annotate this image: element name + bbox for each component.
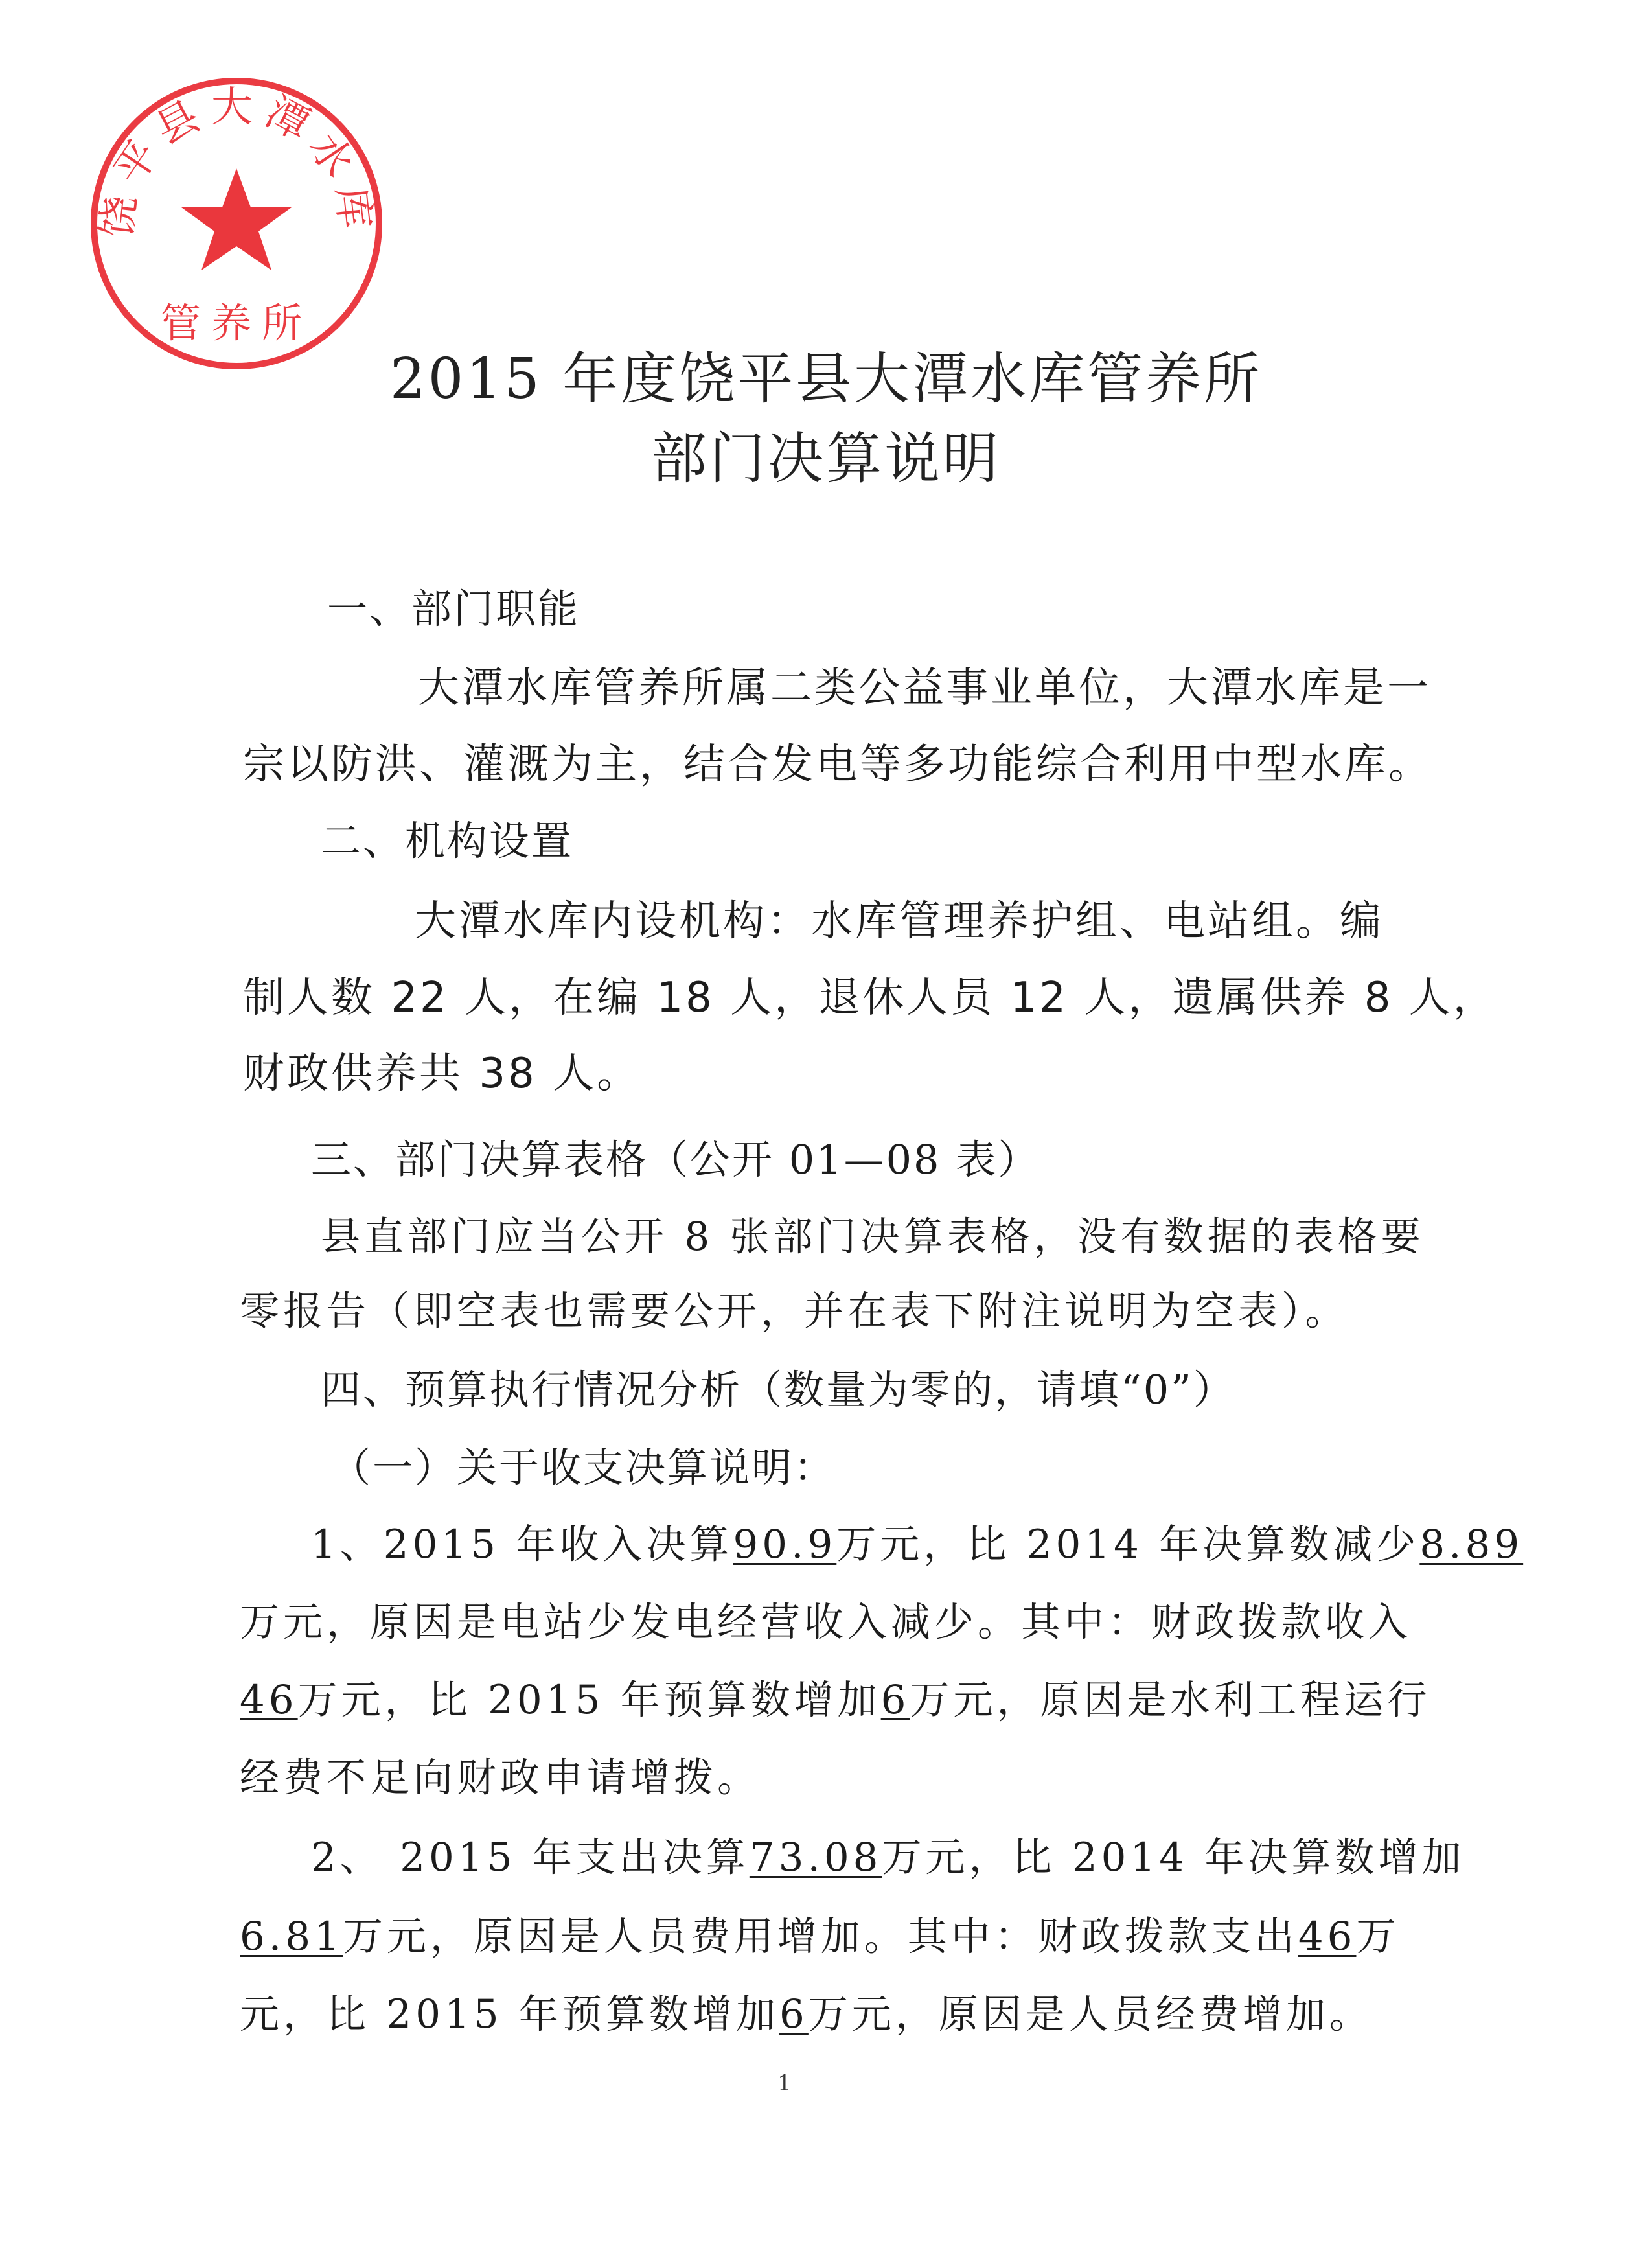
- income-paragraph-line4: 经费不足向财政申请增拨。: [240, 1755, 761, 1801]
- expense-paragraph-line2: [240, 1905, 1399, 1961]
- star-icon: [181, 168, 292, 270]
- document-title-line2: 部门决算说明: [651, 426, 1001, 491]
- text-segment: 万元，比 2015 年预算数增加: [297, 1677, 881, 1723]
- section1-line2: 宗以防洪、灌溉为主，结合发电等多功能综合利用中型水库。: [243, 741, 1432, 789]
- section2-line3: 财政供养共 38 人。: [243, 1050, 641, 1098]
- section2-line2: 制人数 22 人，在编 18 人，退休人员 12 人，遗属供养 8 人，: [243, 974, 1497, 1022]
- income-total-value: 90.9: [733, 1521, 837, 1567]
- official-seal: [84, 71, 389, 376]
- text-segment: 万元，比 2014 年决算数减少: [836, 1521, 1420, 1567]
- section3-line1: 县直部门应当公开 8 张部门决算表格，没有数据的表格要: [321, 1214, 1425, 1260]
- income-paragraph-line2: 万元，原因是电站少发电经营收入减少。其中：财政拨款收入: [240, 1599, 1412, 1645]
- income-decrease-value: 8.89: [1419, 1521, 1524, 1567]
- income-paragraph-line1: [311, 1513, 1523, 1569]
- section3-line2: 零报告（即空表也需要公开，并在表下附注说明为空表）。: [240, 1288, 1349, 1334]
- document-title-line1: 2015 年度饶平县大潭水库管养所: [389, 347, 1263, 411]
- income-paragraph-line3: [240, 1669, 1430, 1725]
- fiscal-income-value: 46: [240, 1677, 298, 1723]
- text-segment: 元，比 2015 年预算数增加: [240, 1991, 780, 2037]
- section1-line1: 大潭水库管养所属二类公益事业单位，大潭水库是一: [418, 664, 1431, 712]
- text-segment: 1、2015 年收入决算: [311, 1521, 733, 1567]
- section2-line1: 大潭水库内设机构：水库管理养护组、电站组。编: [415, 897, 1384, 945]
- page-number: 1: [777, 2070, 792, 2096]
- text-segment: 万元，比 2014 年决算数增加: [882, 1834, 1465, 1880]
- section3-heading: 三、部门决算表格（公开 01—08 表）: [311, 1136, 1040, 1183]
- text-segment: 万元，原因是水利工程运行: [910, 1677, 1431, 1723]
- text-segment: 万: [1356, 1914, 1400, 1960]
- text-segment: 2、 2015 年支出决算: [311, 1834, 750, 1880]
- section4-heading: 四、预算执行情况分析（数量为零的，请填“0”）: [321, 1366, 1235, 1413]
- fiscal-income-increase-value: 6: [880, 1677, 910, 1723]
- expense-increase-value: 6.81: [240, 1914, 343, 1960]
- expense-total-value: 73.08: [749, 1834, 882, 1880]
- section4-subheading: （一）关于收支决算说明：: [330, 1444, 836, 1491]
- text-segment: 万元，原因是人员费用增加。其中：财政拨款支出: [343, 1914, 1298, 1960]
- section2-heading: 二、机构设置: [321, 817, 574, 864]
- fiscal-expense-value: 46: [1298, 1914, 1357, 1960]
- expense-paragraph-line3: [240, 1983, 1373, 2039]
- seal-text-upper: 饶平县大潭水库: [93, 83, 380, 240]
- expense-paragraph-line1: [311, 1826, 1465, 1882]
- seal-graphic: [84, 71, 389, 376]
- section1-heading: 一、部门职能: [327, 585, 580, 632]
- fiscal-expense-increase-value: 6: [779, 1991, 809, 2037]
- text-segment: 万元，原因是人员经费增加。: [808, 1991, 1373, 2037]
- seal-text-lower: 管养所: [160, 299, 313, 347]
